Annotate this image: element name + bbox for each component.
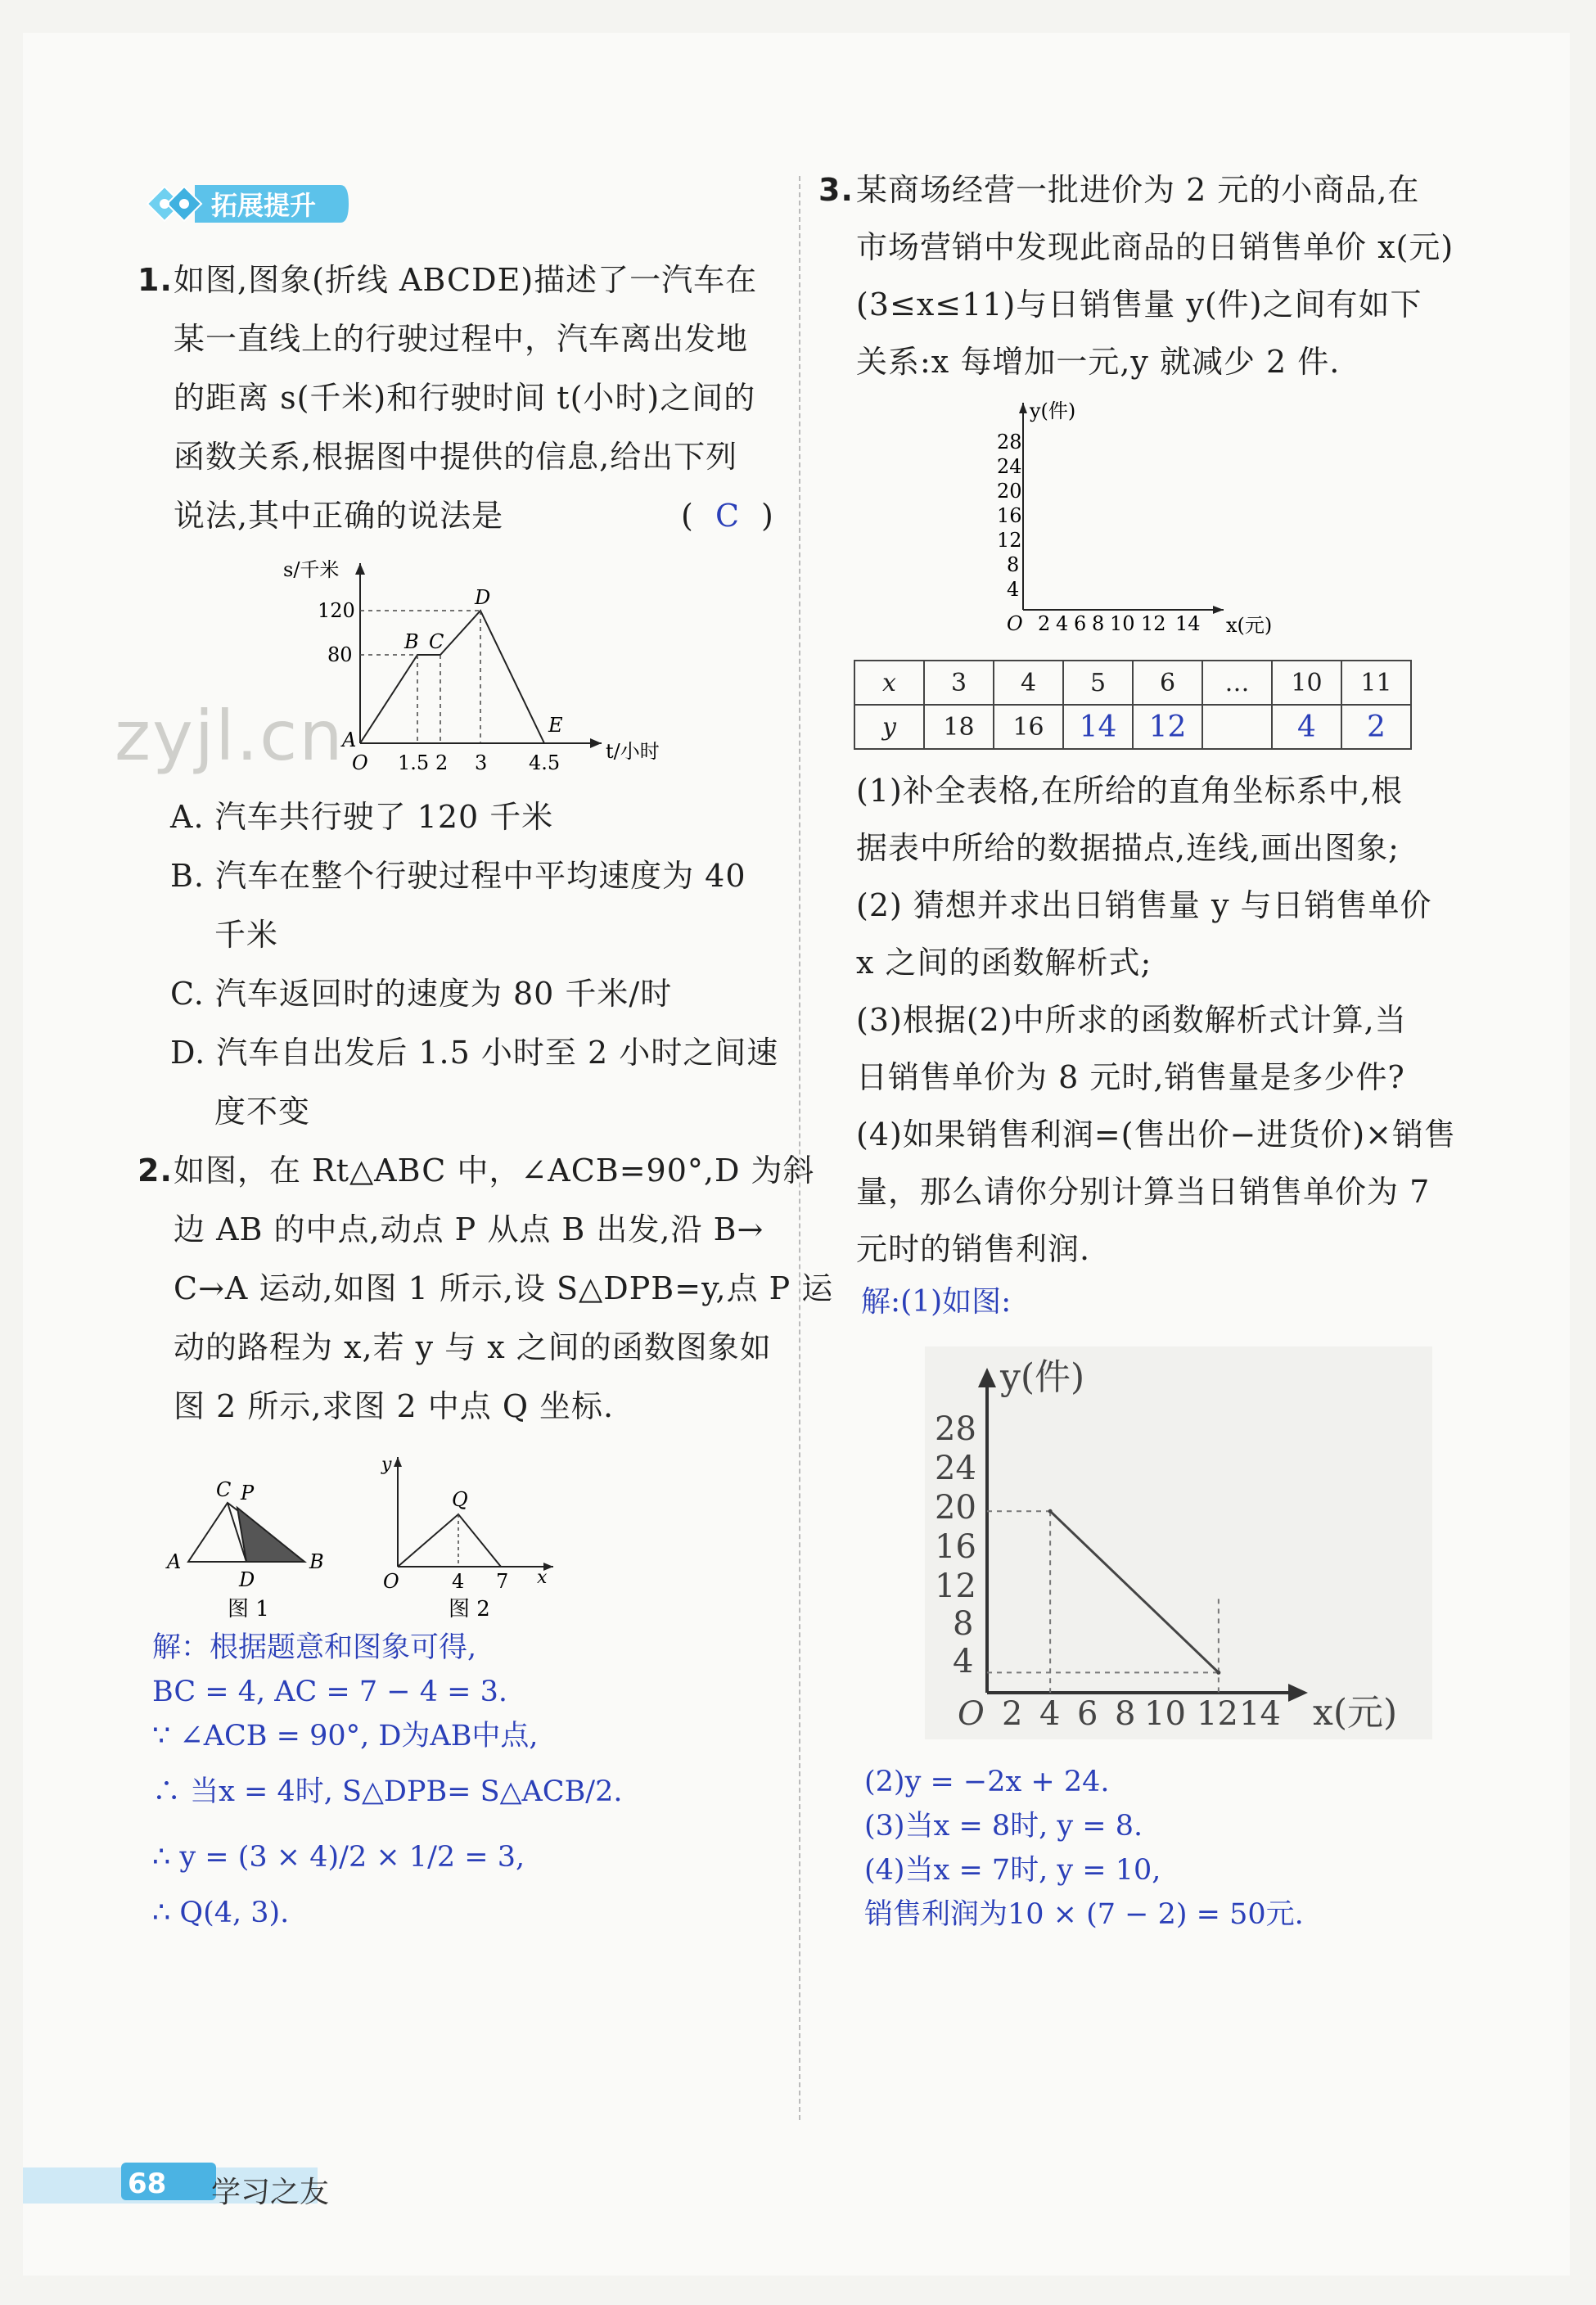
q1-line: 函数关系,根据图中提供的信息,给出下列 xyxy=(174,439,738,475)
q1-answer: C xyxy=(715,498,741,534)
chart-y-tick: 20 xyxy=(935,1489,976,1527)
q3-part: (2) 猜想并求出日销售量 y 与日销售单价 xyxy=(856,887,1432,923)
q1-option: B. 汽车在整个行驶过程中平均速度为 40 xyxy=(170,858,746,894)
x-tick: 4 xyxy=(1056,612,1069,635)
q1-number: 1. xyxy=(138,262,173,298)
table-cell: x xyxy=(854,661,924,705)
q2-line: 动的路程为 x,若 y 与 x 之间的函数图象如 xyxy=(174,1329,772,1365)
fig1-caption: 图 1 xyxy=(228,1597,269,1622)
chart-point xyxy=(1216,1671,1220,1675)
fig1-label: P xyxy=(241,1482,255,1504)
q2-line: C→A 运动,如图 1 所示,设 S△DPB=y,点 P 运 xyxy=(174,1270,834,1306)
fig2-label: x xyxy=(537,1567,548,1588)
q1-option: C. 汽车返回时的速度为 80 千米/时 xyxy=(170,976,673,1012)
q3-part: (4)如果销售利润=(售出价−进货价)×销售 xyxy=(856,1116,1456,1152)
q2-figure-1 xyxy=(160,1449,357,1629)
q2-solution-line: ∴ Q(4, 3). xyxy=(152,1897,290,1929)
q3-part: 据表中所给的数据描点,连线,画出图象; xyxy=(856,830,1400,866)
q2-figure-2 xyxy=(373,1449,570,1629)
table-cell: 16 xyxy=(994,705,1063,749)
q1-graph-x-label: t/小时 xyxy=(606,740,660,763)
q2-solution-line: ∵ ∠ACB = 90°, D为AB中点, xyxy=(152,1720,539,1752)
x-tick: 6 xyxy=(1074,612,1087,635)
x-tick: 14 xyxy=(1175,612,1201,635)
chart-point xyxy=(1048,1509,1053,1513)
y-tick: 20 xyxy=(997,480,1022,503)
q3-solution-line: (4)当x = 7时, y = 10, xyxy=(864,1854,1161,1887)
q1-bracket-close: ) xyxy=(761,498,774,534)
q3-part: x 之间的函数解析式; xyxy=(856,945,1152,981)
q1-line: 某一直线上的行驶过程中，汽车离出发地 xyxy=(174,321,749,357)
table-row xyxy=(854,661,1411,705)
chart-y-tick: 24 xyxy=(935,1450,976,1487)
chart-y-tick: 4 xyxy=(953,1643,974,1680)
q3-line: (3≤x≤11)与日销售量 y(件)之间有如下 xyxy=(856,286,1422,323)
y-tick: 16 xyxy=(997,504,1022,527)
q1-graph-x-tick: 3 xyxy=(475,751,488,774)
q1-graph-x-tick: 2 xyxy=(435,751,449,774)
fig2-label: 7 xyxy=(496,1570,509,1593)
q2-solution-line: BC = 4, AC = 7 − 4 = 3. xyxy=(152,1676,507,1708)
chart-x-tick: O xyxy=(958,1695,985,1733)
fig2-label: Q xyxy=(452,1488,468,1511)
q3-empty-graph-x-label: x(元) xyxy=(1226,614,1273,637)
x-tick: 8 xyxy=(1092,612,1105,635)
watermark: zyjl.cn xyxy=(115,696,345,776)
table-cell: 4 xyxy=(994,661,1063,705)
q3-empty-graph xyxy=(974,393,1318,647)
q3-line: 关系:x 每增加一元,y 就减少 2 件. xyxy=(856,344,1341,380)
table-cell: 11 xyxy=(1341,661,1411,705)
decoration-icon xyxy=(147,187,201,221)
chart-x-tick: 4 xyxy=(1039,1695,1061,1733)
q2-solution-line: ∴ 当x = 4时, S△DPB= S△ACB/2. xyxy=(152,1775,623,1808)
chart-x-tick: 12 xyxy=(1197,1695,1238,1733)
table-cell-answer: 12 xyxy=(1133,705,1202,749)
q1-polyline xyxy=(360,611,544,743)
q1-bracket-open: ( xyxy=(681,498,694,534)
table-cell xyxy=(1202,705,1272,749)
q1-graph-point-label: D xyxy=(475,586,491,609)
chart-x-label: x(元) xyxy=(1313,1692,1398,1734)
q3-part: (1)补全表格,在所给的直角坐标系中,根 xyxy=(856,773,1403,809)
table-cell-answer: 4 xyxy=(1272,705,1341,749)
table-cell-answer: 2 xyxy=(1341,705,1411,749)
q3-line: 市场营销中发现此商品的日销售单价 x(元) xyxy=(856,229,1454,265)
q3-answer-chart xyxy=(925,1346,1432,1739)
q1-option: 度不变 xyxy=(214,1094,311,1130)
q1-graph-x-tick: 4.5 xyxy=(529,751,561,774)
q1-option: D. 汽车自出发后 1.5 小时至 2 小时之间速 xyxy=(170,1035,779,1071)
y-tick: 24 xyxy=(997,455,1022,478)
table-cell: … xyxy=(1202,661,1272,705)
q1-line: 的距离 s(千米)和行驶时间 t(小时)之间的 xyxy=(174,380,756,416)
fig1-label: B xyxy=(309,1550,324,1573)
q3-part: 日销售单价为 8 元时,销售量是多少件? xyxy=(856,1059,1405,1095)
q3-empty-graph-y-label: y(件) xyxy=(1030,399,1076,422)
x-tick: 10 xyxy=(1110,612,1135,635)
q1-graph-point-label: C xyxy=(429,630,444,653)
q1-graph-y-tick: 80 xyxy=(327,643,353,666)
x-tick: 2 xyxy=(1038,612,1051,635)
fig1-label: A xyxy=(167,1550,182,1573)
fig1-label: D xyxy=(239,1568,255,1591)
chart-y-tick: 28 xyxy=(935,1410,976,1448)
table-cell: 18 xyxy=(924,705,994,749)
q1-graph-x-tick: 1.5 xyxy=(398,751,430,774)
chart-y-tick: 16 xyxy=(935,1528,976,1566)
q3-table xyxy=(854,660,1412,750)
q2-number: 2. xyxy=(138,1152,173,1189)
q2-line: 边 AB 的中点,动点 P 从点 B 出发,沿 B→ xyxy=(174,1211,764,1247)
q1-line: 说法,其中正确的说法是 xyxy=(174,498,504,534)
x-tick: 12 xyxy=(1141,612,1166,635)
q1-graph-point-label: A xyxy=(342,728,357,751)
table-row xyxy=(854,705,1411,749)
q1-graph-point-label: B xyxy=(404,630,419,653)
chart-y-tick: 12 xyxy=(935,1567,976,1605)
q2-line: 如图，在 Rt△ABC 中，∠ACB=90°,D 为斜 xyxy=(174,1152,815,1189)
q1-graph-x-tick: O xyxy=(352,751,368,774)
fig2-caption: 图 2 xyxy=(449,1597,490,1622)
q3-line: 某商场经营一批进价为 2 元的小商品,在 xyxy=(856,172,1420,208)
table-cell: 3 xyxy=(924,661,994,705)
chart-x-tick: 6 xyxy=(1077,1695,1098,1733)
fig2-label: 4 xyxy=(452,1570,465,1593)
q1-line: 如图,图象(折线 ABCDE)描述了一汽车在 xyxy=(174,262,758,298)
q2-solution-line: ∴ y = (3 × 4)/2 × 1/2 = 3, xyxy=(152,1841,525,1874)
table-cell: 6 xyxy=(1133,661,1202,705)
y-tick: 8 xyxy=(1007,553,1020,576)
table-cell: 10 xyxy=(1272,661,1341,705)
y-tick: 12 xyxy=(997,529,1022,552)
q3-solution-line: (2)y = −2x + 24. xyxy=(864,1766,1110,1798)
fig2-label: y xyxy=(381,1455,392,1475)
chart-x-tick: 8 xyxy=(1115,1695,1136,1733)
q1-graph-y-tick: 120 xyxy=(318,599,355,622)
table-cell: 5 xyxy=(1063,661,1133,705)
chart-x-tick: 14 xyxy=(1239,1695,1281,1733)
q3-solution-line: 销售利润为10 × (7 − 2) = 50元. xyxy=(864,1898,1304,1931)
y-tick: 28 xyxy=(997,431,1022,453)
q3-solution-line: (3)当x = 8时, y = 8. xyxy=(864,1810,1143,1843)
book-title: 学习之友 xyxy=(211,2176,330,2209)
y-tick: 4 xyxy=(1007,578,1020,601)
page-number: 68 xyxy=(128,2167,167,2200)
q3-part: 量，那么请你分别计算当日销售单价为 7 xyxy=(856,1174,1431,1210)
table-cell-answer: 14 xyxy=(1063,705,1133,749)
q3-part: (3)根据(2)中所求的函数解析式计算,当 xyxy=(856,1002,1407,1038)
chart-x-tick: 2 xyxy=(1002,1695,1023,1733)
q1-option: A. 汽车共行驶了 120 千米 xyxy=(170,799,554,835)
chart-y-tick: 8 xyxy=(953,1605,974,1643)
q3-solution-intro: 解:(1)如图: xyxy=(861,1285,1012,1319)
fig2-label: O xyxy=(383,1570,399,1593)
fig1-label: C xyxy=(216,1478,232,1501)
chart-y-label: y(件) xyxy=(1000,1356,1085,1398)
x-tick: O xyxy=(1007,612,1023,635)
q2-line: 图 2 所示,求图 2 中点 Q 坐标. xyxy=(174,1388,615,1424)
q3-part: 元时的销售利润. xyxy=(856,1231,1091,1267)
q1-graph-y-label: s/千米 xyxy=(283,558,340,581)
q2-solution-line: 解：根据题意和图象可得, xyxy=(152,1631,477,1664)
q3-number: 3. xyxy=(818,172,854,208)
q1-option: 千米 xyxy=(214,917,279,953)
section-badge-label: 拓展提升 xyxy=(211,190,317,221)
chart-x-tick: 10 xyxy=(1144,1695,1186,1733)
table-cell: y xyxy=(854,705,924,749)
q1-graph-point-label: E xyxy=(548,714,563,737)
